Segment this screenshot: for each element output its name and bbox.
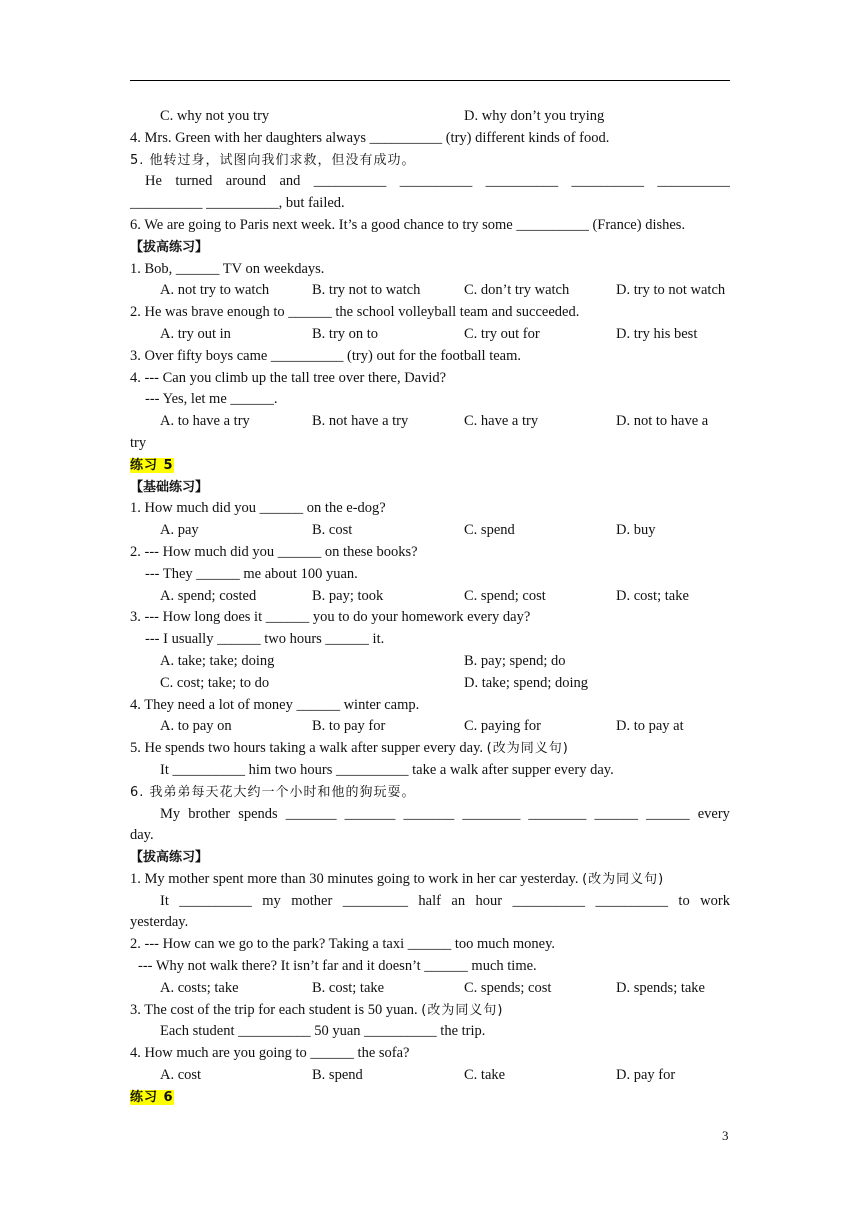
word: _______: [344, 805, 396, 822]
text-line: [130, 1065, 730, 1087]
line-text: 4. They need a lot of money ______ winter camp.: [130, 696, 420, 713]
text-line: [130, 760, 730, 782]
section-heading: 【拔高练习】: [130, 239, 209, 255]
word: __________: [313, 173, 387, 190]
word: and: [279, 173, 301, 190]
answer-option: B. try not to watch: [312, 282, 421, 299]
text-line: [130, 651, 730, 673]
text-line: [130, 193, 730, 215]
line-text: Each student __________ 50 yuan __________ the trip.: [160, 1023, 486, 1040]
answer-option: A. take; take; doing: [160, 652, 275, 669]
justified-line: [160, 804, 730, 826]
text-line: [130, 804, 730, 826]
line-text: 4. How much are you going to ______ the sofa?: [130, 1045, 410, 1062]
answer-option: D. spends; take: [616, 979, 705, 996]
text-line: [130, 1021, 730, 1043]
answer-option: C. spend; cost: [464, 587, 546, 604]
justified-line: [145, 171, 730, 193]
word: __________: [595, 892, 668, 909]
word: _______: [285, 805, 337, 822]
word: It: [160, 892, 169, 909]
answer-option: D. buy: [616, 522, 656, 539]
word: __________: [485, 173, 559, 190]
section-heading: 【拔高练习】: [130, 850, 209, 866]
text-line: [130, 956, 730, 978]
text-line: [130, 455, 730, 477]
word: He: [145, 173, 162, 190]
text-line: [130, 934, 730, 956]
word: every: [697, 805, 730, 822]
line-text: It __________ him two hours __________ take a walk after supper every day.: [160, 761, 614, 778]
instruction-note: (改为同义句): [421, 1002, 504, 1018]
chinese-prompt: 5. 他转过身，试图向我们求救，但没有成功。: [130, 152, 416, 168]
answer-option: A. costs; take: [160, 979, 239, 996]
line-text: --- They ______ me about 100 yuan.: [145, 565, 358, 582]
word: ________: [528, 805, 587, 822]
text-line: [130, 280, 730, 302]
answer-option: C. try out for: [464, 325, 540, 342]
text-line: [130, 586, 730, 608]
header-rule: [130, 80, 730, 81]
answer-option: D. try his best: [616, 325, 698, 342]
answer-option: C. cost; take; to do: [160, 674, 270, 691]
text-line: [130, 215, 730, 237]
text-line: [130, 411, 730, 433]
word: __________: [179, 892, 252, 909]
line-text: __________ __________, but failed.: [130, 195, 345, 212]
text-line: [130, 607, 730, 629]
text-line: [130, 302, 730, 324]
word: work: [700, 892, 730, 909]
line-text: 2. He was brave enough to ______ the school volleyball team and succeeded.: [130, 304, 580, 321]
line-text: --- Yes, let me ______.: [145, 391, 278, 408]
text-line: [130, 564, 730, 586]
answer-option: C. paying for: [464, 718, 541, 735]
answer-option: D. take; spend; doing: [464, 674, 589, 691]
word: my: [262, 892, 281, 909]
word: brother: [188, 805, 231, 822]
instruction-note: (改为同义句): [486, 741, 569, 757]
answer-option: D. why don’t you trying: [464, 108, 605, 124]
line-text: 1. Bob, ______ TV on weekdays.: [130, 260, 325, 277]
text-line: [130, 1000, 730, 1022]
word: spends: [238, 805, 278, 822]
word: hour: [475, 892, 503, 909]
answer-option: A. to have a try: [160, 413, 250, 430]
word: ________: [462, 805, 521, 822]
answer-option: B. pay; took: [312, 587, 384, 604]
answer-option: D. try to not watch: [616, 282, 726, 299]
text-line: [130, 389, 730, 411]
answer-option: C. don’t try watch: [464, 282, 570, 299]
word: __________: [571, 173, 645, 190]
word: ______: [594, 805, 639, 822]
answer-option: A. pay: [160, 522, 199, 539]
line-text: yesterday.: [130, 914, 189, 931]
text-line: [130, 1043, 730, 1065]
answer-option: A. spend; costed: [160, 587, 257, 604]
text-line: [130, 673, 730, 695]
answer-option: D. not to have a: [616, 413, 709, 430]
answer-option: C. spends; cost: [464, 979, 552, 996]
answer-option: A. try out in: [160, 325, 231, 342]
text-line: [130, 695, 730, 717]
line-text: 2. --- How much did you ______ on these books?: [130, 543, 418, 560]
answer-option: D. cost; take: [616, 587, 689, 604]
answer-option: C. why not you try: [160, 108, 270, 124]
line-text: 3. The cost of the trip for each student is 50 yuan.: [130, 1001, 422, 1018]
text-line: [130, 869, 730, 891]
line-text: --- Why not walk there? It isn’t far and it doesn’t ______ much time.: [138, 958, 537, 975]
answer-option: A. not try to watch: [160, 282, 270, 299]
section-heading: 【基础练习】: [130, 479, 209, 495]
text-line: [130, 542, 730, 564]
word: My: [160, 805, 181, 822]
word: turned: [175, 173, 213, 190]
answer-option: B. to pay for: [312, 718, 386, 735]
line-text: 4. Mrs. Green with her daughters always __________ (try) different kinds of food.: [130, 129, 610, 146]
instruction-note: (改为同义句): [582, 871, 665, 887]
line-text: 3. Over fifty boys came __________ (try) out for the football team.: [130, 347, 521, 364]
text-line: [130, 346, 730, 368]
document-body: [130, 106, 730, 1109]
text-line: [130, 825, 730, 847]
text-line: [130, 1087, 730, 1109]
line-text: try: [130, 434, 147, 451]
page-number: 3: [722, 1128, 729, 1143]
word: __________: [657, 173, 730, 190]
word: mother: [291, 892, 333, 909]
line-text: 3. --- How long does it ______ you to do your homework every day?: [130, 609, 531, 626]
text-line: [130, 782, 730, 804]
word: to: [678, 892, 690, 909]
word: around: [225, 173, 267, 190]
text-line: [130, 106, 730, 128]
answer-option: B. cost; take: [312, 979, 385, 996]
answer-option: A. to pay on: [160, 718, 232, 735]
text-line: [130, 847, 730, 869]
word: __________: [512, 892, 586, 909]
answer-option: B. try on to: [312, 325, 379, 342]
line-text: --- I usually ______ two hours ______ it.: [145, 631, 385, 648]
answer-option: C. have a try: [464, 413, 539, 430]
answer-option: C. take: [464, 1067, 506, 1084]
text-line: [130, 912, 730, 934]
text-line: [130, 368, 730, 390]
text-line: [130, 498, 730, 520]
exercise-heading: 练习 5: [130, 457, 174, 473]
answer-option: B. spend: [312, 1067, 363, 1084]
text-line: [130, 324, 730, 346]
line-text: 6. We are going to Paris next week. It’s a good chance to try some __________ (France) dishes.: [130, 216, 686, 233]
text-line: [130, 629, 730, 651]
exercise-heading: 练习 6: [130, 1089, 174, 1105]
text-line: [130, 738, 730, 760]
word: ______: [646, 805, 690, 822]
answer-option: B. pay; spend; do: [464, 652, 566, 669]
text-line: [130, 433, 730, 455]
answer-option: D. pay for: [616, 1067, 676, 1084]
text-line: [130, 716, 730, 738]
chinese-prompt: 6. 我弟弟每天花大约一个小时和他的狗玩耍。: [130, 784, 416, 800]
text-line: [130, 477, 730, 499]
text-line: [130, 978, 730, 1000]
line-text: 2. --- How can we go to the park? Taking a taxi ______ too much money.: [130, 936, 556, 953]
text-line: [130, 520, 730, 542]
answer-option: C. spend: [464, 522, 515, 539]
word: _______: [403, 805, 455, 822]
word: __________: [399, 173, 473, 190]
answer-option: A. cost: [160, 1067, 202, 1084]
justified-line: [160, 891, 730, 913]
text-line: [130, 891, 730, 913]
answer-option: B. cost: [312, 522, 353, 539]
answer-option: B. not have a try: [312, 413, 409, 430]
word: half: [418, 892, 441, 909]
line-text: day.: [130, 827, 154, 844]
word: _________: [342, 892, 408, 909]
answer-option: D. to pay at: [616, 718, 684, 735]
text-line: [130, 259, 730, 281]
line-text: 5. He spends two hours taking a walk after supper every day.: [130, 740, 487, 757]
line-text: 1. How much did you ______ on the e-dog?: [130, 500, 386, 517]
word: an: [451, 892, 466, 909]
text-line: [130, 237, 730, 259]
text-line: [130, 128, 730, 150]
text-line: [130, 171, 730, 193]
line-text: 4. --- Can you climb up the tall tree over there, David?: [130, 369, 447, 386]
text-line: [130, 150, 730, 172]
line-text: 1. My mother spent more than 30 minutes going to work in her car yesterday.: [130, 870, 583, 887]
